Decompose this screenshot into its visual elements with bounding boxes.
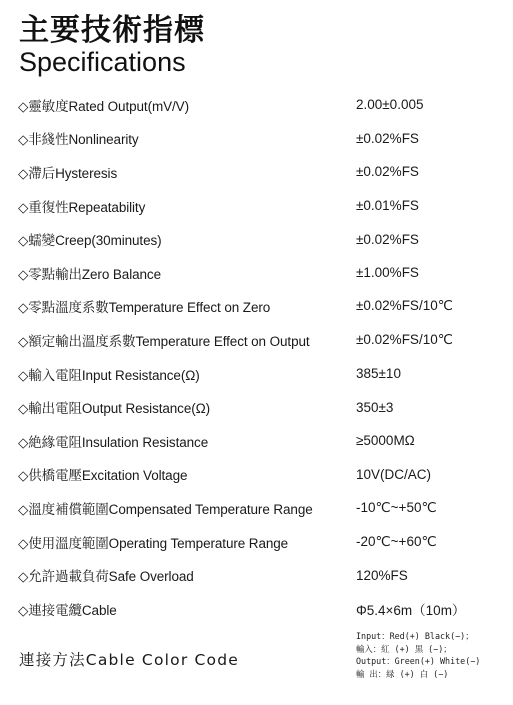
cable-line-input-en: Input：Red(+) Black(−)； [356, 631, 474, 641]
spec-label: ◇溫度補償範圍Compensated Temperature Range [18, 501, 313, 517]
spec-value: 2.00±0.005 [356, 97, 424, 113]
spec-value: ±0.02%FS/10℃ [356, 331, 453, 347]
spec-label: ◇連接電纜Cable [18, 602, 117, 618]
spec-value: 120%FS [356, 567, 408, 583]
spec-value: ±0.02%FS [356, 164, 419, 180]
spec-label: ◇輸入電阻Input Resistance(Ω) [18, 367, 200, 383]
spec-label: ◇蠕變Creep(30minutes) [18, 233, 162, 249]
specifications-list [18, 88, 498, 626]
spec-label: ◇使用溫度範圍Operating Temperature Range [18, 535, 289, 551]
cable-color-code-section [0, 626, 513, 696]
cable-color-code-list [356, 630, 480, 680]
spec-row-compensated-temp-range [18, 491, 498, 525]
spec-value: ±0.01%FS [356, 198, 419, 214]
spec-value: ±0.02%FS/10℃ [356, 298, 453, 314]
spec-value: ±1.00%FS [356, 265, 419, 281]
spec-row-excitation-voltage [18, 458, 498, 492]
spec-row-temp-effect-output [18, 323, 498, 357]
spec-value: ±0.02%FS [356, 130, 419, 146]
spec-label: ◇零點溫度系數Temperature Effect on Zero [18, 300, 271, 316]
spec-value: -20℃~+60℃ [356, 533, 437, 549]
spec-row-insulation-resistance [18, 424, 498, 458]
spec-label: ◇重復性Repeatability [18, 199, 146, 215]
cable-line-output-cn: 輸 出：緑 (+) 白 (−) [356, 668, 449, 679]
cable-color-code-title: 連接方法Cable Color Code [19, 651, 240, 669]
spec-row-nonlinearity [18, 122, 498, 156]
spec-value: ±0.02%FS [356, 231, 419, 247]
spec-label: ◇額定輸出溫度系數Temperature Effect on Output [18, 333, 310, 349]
spec-row-safe-overload [18, 558, 498, 592]
spec-label: ◇供橋電壓Excitation Voltage [18, 468, 188, 484]
spec-row-zero-balance [18, 256, 498, 290]
spec-row-repeatability [18, 189, 498, 223]
spec-label: ◇輸出電阻Output Resistance(Ω) [18, 401, 211, 417]
spec-row-temp-effect-zero [18, 290, 498, 324]
spec-row-input-resistance [18, 357, 498, 391]
spec-row-cable [18, 592, 498, 626]
spec-value: 350±3 [356, 399, 394, 415]
page-title-chinese: 主要技術指標 [19, 13, 205, 48]
cable-line-output-en: Output：Green(+) White(−) [356, 656, 481, 666]
spec-row-output-resistance [18, 390, 498, 424]
spec-label: ◇靈敏度Rated Output(mV/V) [18, 98, 189, 114]
spec-value: 10V(DC/AC) [356, 466, 432, 482]
spec-value: ≥5000MΩ [356, 433, 415, 449]
spec-label: ◇滯后Hysteresis [18, 165, 118, 181]
spec-label: ◇零點輸出Zero Balance [18, 266, 161, 282]
spec-row-operating-temp-range [18, 525, 498, 559]
page-title-english: Specifications [19, 47, 186, 77]
spec-row-rated-output [18, 88, 498, 122]
spec-label: ◇允許過載負荷Safe Overload [18, 569, 194, 585]
spec-row-hysteresis [18, 155, 498, 189]
spec-label: ◇絶緣電阻Insulation Resistance [18, 434, 209, 450]
spec-row-creep [18, 222, 498, 256]
spec-value: Φ5.4×6m（10m） [356, 602, 466, 618]
spec-value: 385±10 [356, 366, 401, 382]
spec-value: -10℃~+50℃ [356, 499, 437, 515]
cable-line-input-cn: 輸入：紅 (+) 黒 (−)； [356, 643, 452, 654]
spec-label: ◇非綫性Nonlinearity [18, 132, 139, 148]
